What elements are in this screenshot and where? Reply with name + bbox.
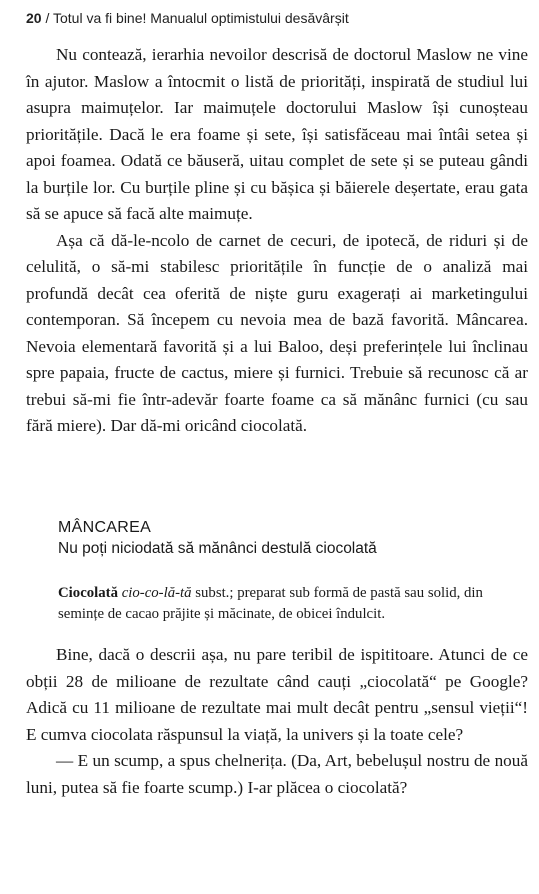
dictionary-definition [58, 583, 528, 625]
paragraph: Așa că dă-le-ncolo de carnet de cecuri, de ipotecă, de riduri și de celulită, o să-mi stabilesc prioritățile în funcție de o analiză mai profundă decât cea oferită de niște guru exagerați ai marketingului contemporan. Să începem cu nevoia mea de bază favorită. Mâncarea. Nevoia elementară favorită și a lui Baloo, deși preferințele lui înclinau spre papaia, fructe de cactus, miere și furnici. Trebuie să recunosc că ar trebui să-mi fie într-adevăr foarte foame ca să mănânc furnici (cu sau fără miere). Dar dă-mi oricând ciocolată. [26, 230, 528, 435]
body-text-top [26, 42, 528, 440]
section-heading [58, 518, 528, 559]
section-subtitle: Nu poți niciodată să mănânci destulă ciocolată [58, 540, 377, 557]
paragraph: Nu contează, ierarhia nevoilor descrisă de doctorul Maslow ne vine în ajutor. Maslow a întocmit o listă de priorități, inspirată de studiul lui asupra maimuțelor. Iar maimuțele doctorului Maslow își cunoșteau prioritățile. Dacă le era foame și sete, își satisfăceau mai întâi setea și apoi foamea. Odată ce băuseră, uitau complet de sete și se puteau gândi la burțile lor. Cu burțile pline și cu bășica și băierele deșertate, erau gata să se apuce să facă alte maimuțe. [26, 45, 528, 223]
definition-pronunciation: cio-co-lă-tă [121, 585, 192, 601]
section-title: MÂNCAREA [58, 519, 152, 536]
paragraph: — E un scump, a spus chelnerița. (Da, Art, bebelușul nostru de nouă luni, putea să fie foarte scump.) I-ar plăcea o ciocolată? [26, 751, 528, 797]
definition-term: Ciocolată [58, 585, 118, 601]
paragraph: Bine, dacă o descrii așa, nu pare teribil de ispititoare. Atunci de ce obții 28 de milioane de rezultate când cauți „ciocolată“ pe Google? Adică cu 11 milioane de rezultate mai mult decât pentru „sensul vieții“! E cumva ciocolata răspunsul la viață, la univers și la toate cele? [26, 645, 528, 744]
header-separator: / [41, 10, 53, 26]
body-text-bottom [26, 642, 528, 801]
running-header [26, 10, 349, 26]
definition-text: subst.; preparat sub formă de pastă sau solid, din semințe de cacao prăjite și măcinate, de obicei îndulcit. [58, 585, 483, 622]
page-number: 20 [26, 10, 42, 26]
book-title: Totul va fi bine! Manualul optimistului desăvârșit [53, 10, 349, 26]
